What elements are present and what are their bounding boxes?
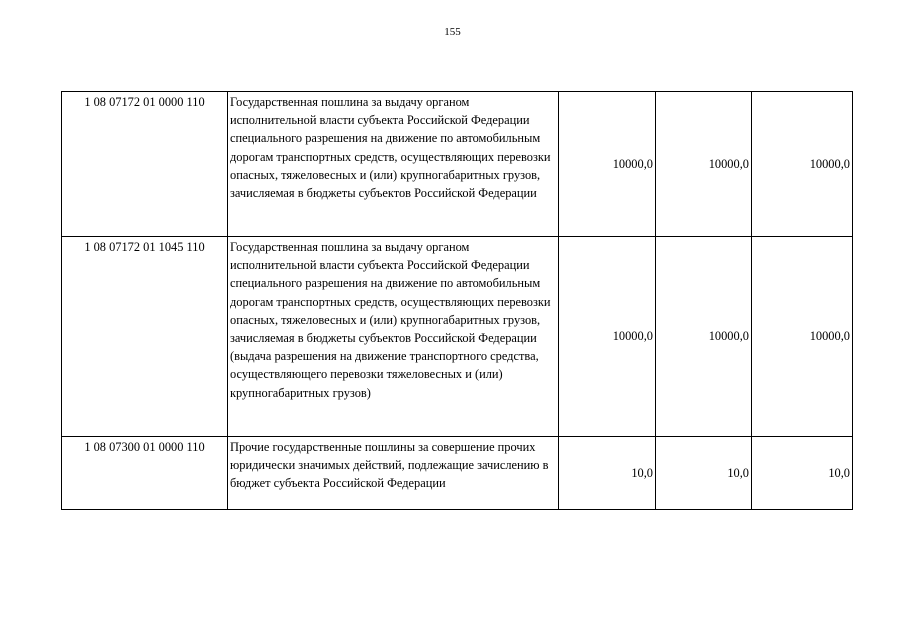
amount-cell-2: 10000,0 [656, 92, 752, 237]
description-cell: Государственная пошлина за выдачу органом исполнительной власти субъекта Российской Федерации специального разрешения на движение по автомобильным дорогам транспортных средств, осуществляющих перевозки опасных, тяжеловесных и (или) крупногабаритных грузов, зачисляемая в бюджеты субъектов Российской Федерации [228, 92, 559, 237]
amount-cell-2: 10000,0 [656, 237, 752, 437]
amount-cell-1: 10000,0 [559, 237, 656, 437]
budget-code-cell: 1 08 07172 01 1045 110 [62, 237, 228, 437]
table-row [62, 92, 853, 237]
budget-code-cell: 1 08 07172 01 0000 110 [62, 92, 228, 237]
table-row [62, 237, 853, 437]
budget-table [61, 91, 853, 510]
description-cell: Прочие государственные пошлины за совершение прочих юридически значимых действий, подлежащие зачислению в бюджет субъекта Российской Федерации [228, 437, 559, 510]
description-cell: Государственная пошлина за выдачу органом исполнительной власти субъекта Российской Федерации специального разрешения на движение по автомобильным дорогам транспортных средств, осуществляющих перевозки опасных, тяжеловесных и (или) крупногабаритных грузов, зачисляемая в бюджеты субъектов Российской Федерации (выдача разрешения на движение транспортного средства, осуществляющего перевозки тяжеловесных и (или) крупногабаритных грузов) [228, 237, 559, 437]
budget-code-cell: 1 08 07300 01 0000 110 [62, 437, 228, 510]
amount-cell-2: 10,0 [656, 437, 752, 510]
amount-cell-3: 10000,0 [752, 237, 853, 437]
amount-cell-3: 10,0 [752, 437, 853, 510]
amount-cell-3: 10000,0 [752, 92, 853, 237]
table-row [62, 437, 853, 510]
amount-cell-1: 10,0 [559, 437, 656, 510]
page-number: 155 [444, 26, 461, 38]
amount-cell-1: 10000,0 [559, 92, 656, 237]
